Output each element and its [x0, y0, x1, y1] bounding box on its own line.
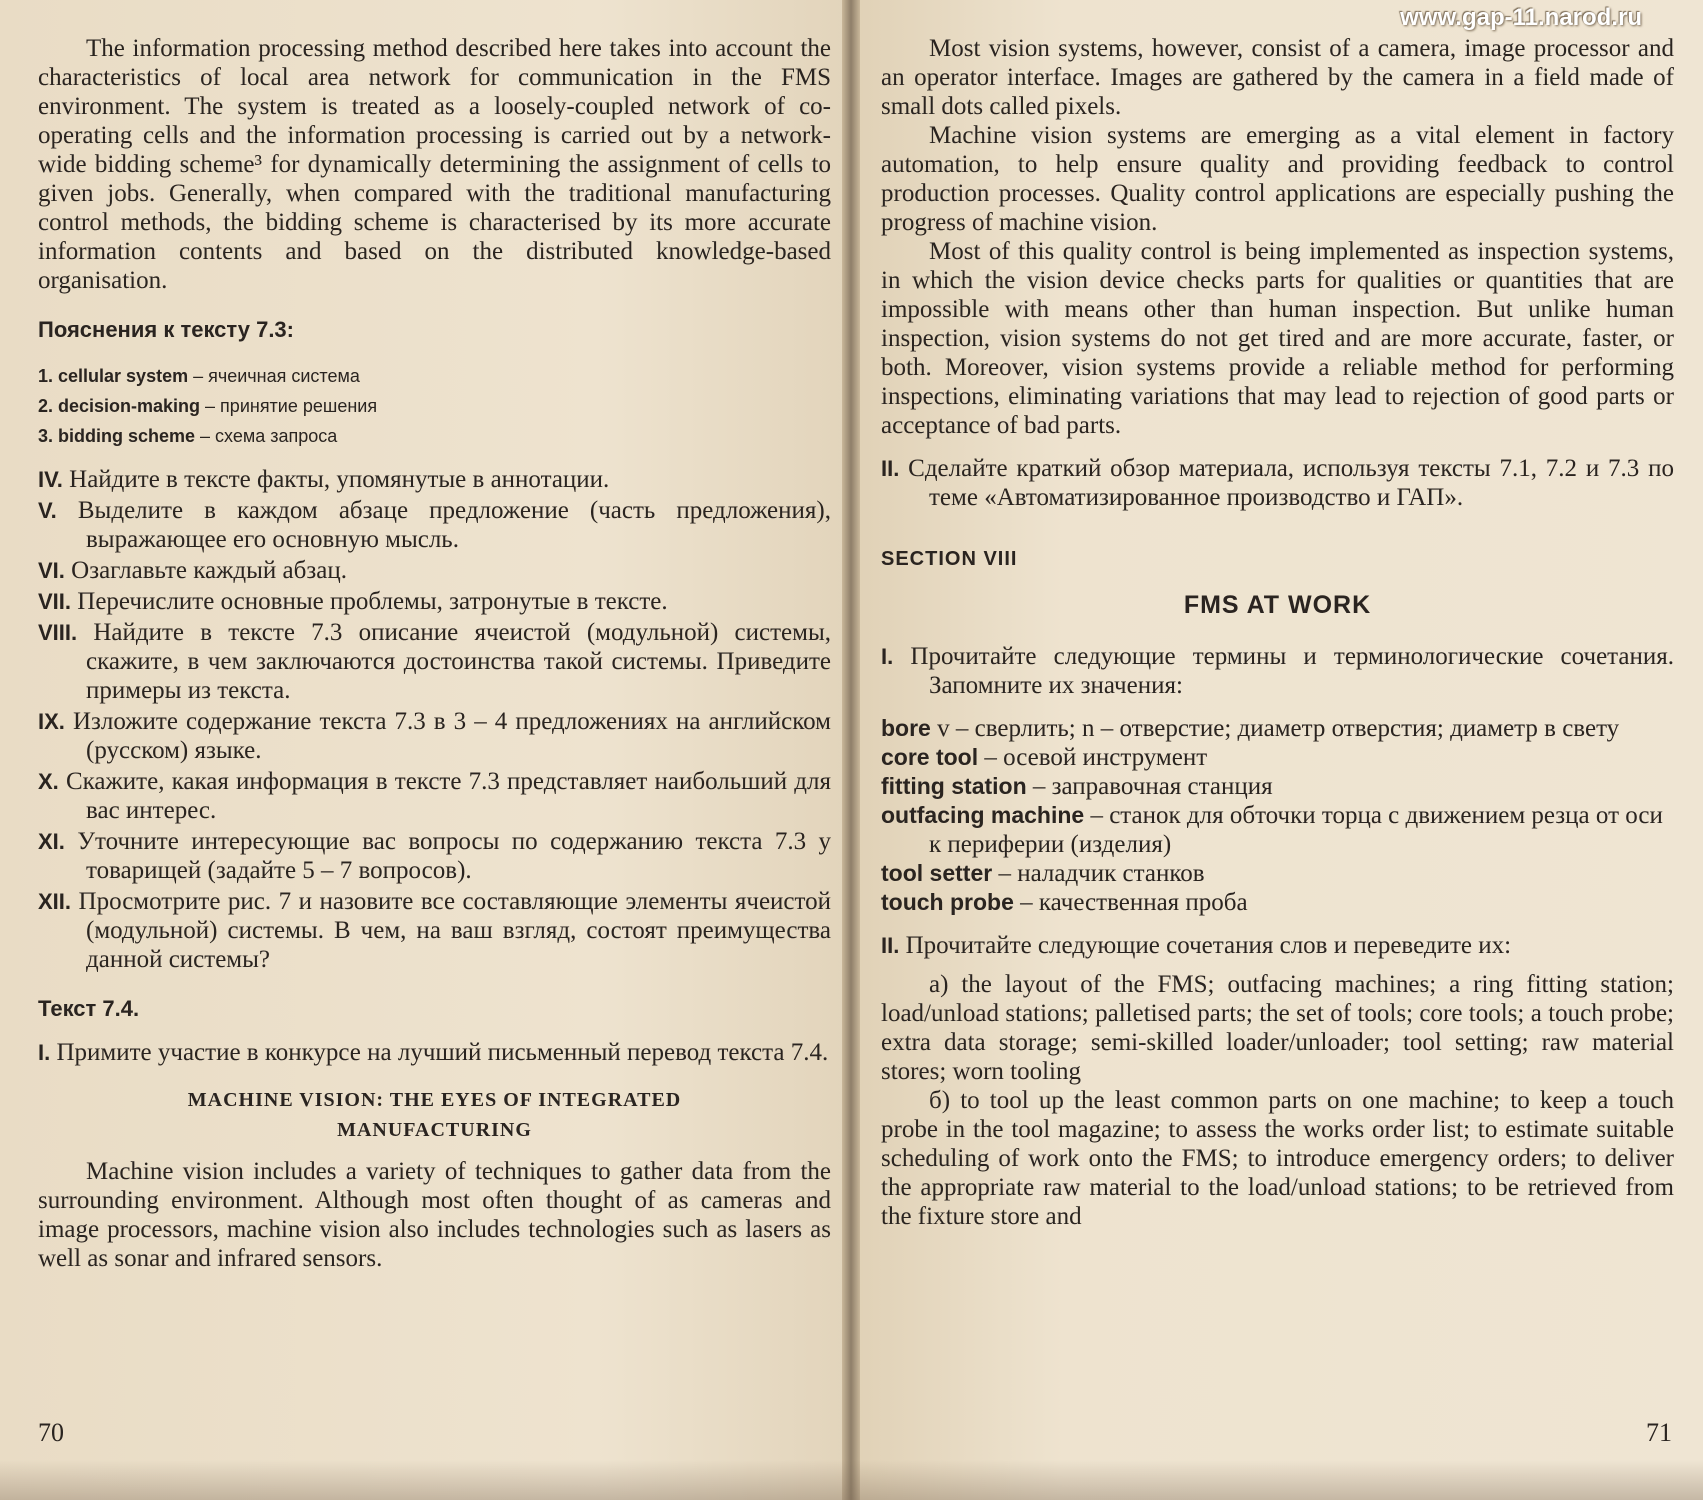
section-heading: SECTION VIII	[881, 548, 1018, 570]
task-number: II.	[881, 933, 900, 958]
intro-paragraph: The information processing method described here takes into account the characteristics of local area network for communication in the FMS environment. The system is treated as a loosely-coupled network of co-operating cells and the information processing is carried out by a network-wide bidding scheme³ for dynamically determining the assignment of cells to given jobs. Generally, when compared with the traditional manufacturing control methods, the bidding scheme is characterised by its more accurate information contents and based on the distributed knowledge-based organisation.	[38, 35, 831, 294]
task-item	[38, 618, 831, 705]
note-def: – схема запроса	[195, 426, 338, 446]
task-item	[38, 465, 831, 494]
notes-list	[38, 361, 831, 451]
term-word: touch probe	[881, 889, 1014, 915]
article-paragraph: Machine vision includes a variety of techniques to gather data from the surrounding environment. Although most often thought of as cameras and image processors, machine vision also includes technologies such as lasers as well as sonar and infrared sensors.	[38, 1158, 831, 1272]
task-number: IV.	[38, 467, 63, 492]
task-text: Уточните интересующие вас вопросы по содержанию текста 7.3 у товарищей (задайте 5 – 7 вопросов).	[77, 828, 831, 884]
term-item	[881, 714, 1674, 743]
term-item	[881, 743, 1674, 772]
task-item	[38, 556, 831, 585]
note-item	[38, 361, 831, 391]
tasks-list	[38, 465, 831, 974]
task-text: Прочитайте следующие термины и терминологические сочетания. Запомните их значения:	[910, 643, 1675, 699]
task-text: Прочитайте следующие сочетания слов и переведите их:	[905, 932, 1512, 959]
task-text: Скажите, какая информация в тексте 7.3 представляет наибольший для вас интерес.	[65, 768, 831, 824]
term-word: outfacing machine	[881, 802, 1085, 828]
note-def: – ячеичная система	[188, 366, 360, 386]
term-def: v – сверлить; n – отверстие; диаметр отверстия; диаметр в свету	[930, 715, 1620, 742]
task-number: XII.	[38, 889, 72, 914]
term-item	[881, 772, 1674, 801]
page-number-left: 70	[38, 1418, 64, 1447]
term-def: – осевой инструмент	[978, 744, 1208, 771]
task-number: VII.	[38, 589, 72, 614]
task-number: X.	[38, 769, 59, 794]
task-text: Озаглавьте каждый абзац.	[71, 557, 347, 584]
task-text: Примите участие в конкурсе на лучший письменный перевод текста 7.4.	[56, 1039, 829, 1066]
term-word: bore	[881, 715, 931, 741]
notes-title: Пояснения к тексту 7.3:	[38, 317, 294, 342]
vision-paragraph: Machine vision systems are emerging as a vital element in factory automation, to help ensure quality and providing feedback to control production processes. Quality control applications are especially pushing the progress of machine vision.	[881, 122, 1674, 236]
note-term: 1. cellular system	[38, 366, 189, 386]
term-def: – качественная проба	[1013, 889, 1248, 916]
text-7-4-title: Текст 7.4.	[38, 996, 140, 1021]
task-item	[881, 642, 1674, 700]
task-item	[38, 707, 831, 765]
task-item	[38, 496, 831, 554]
task-item	[38, 827, 831, 885]
phrases-a: а) the layout of the FMS; outfacing machines; a ring fitting station; load/unload stations; palletised parts; the set of tools; core tools; a touch probe; extra data storage; semi-skilled loader/unloader; tool setting; raw material stores; worn tooling	[881, 971, 1674, 1085]
task-text: Найдите в тексте 7.3 описание ячеистой (модульной) системы, скажите, в чем заключаются достоинства такой системы. Приведите примеры из текста.	[86, 619, 832, 704]
terms-list	[881, 714, 1674, 917]
vision-paragraph: Most of this quality control is being implemented as inspection systems, in which the vision device checks parts for qualities or quantities that are impossible with means other than human inspection. But unlike human inspection, vision systems do not get tired and are more accurate, faster, or both. Moreover, vision systems provide a reliable method for performing inspections, eliminating variations that may lead to rejection of good parts or acceptance of bad parts.	[881, 238, 1674, 439]
task-number: I.	[38, 1040, 51, 1065]
task-number: VIII.	[38, 620, 78, 645]
term-item	[881, 888, 1674, 917]
term-word: fitting station	[881, 773, 1027, 799]
task-text: Выделите в каждом абзаце предложение (часть предложения), выражающее его основную мысль.	[77, 497, 831, 553]
term-item	[881, 801, 1674, 859]
phrases-b: б) to tool up the least common parts on one machine; to keep a touch probe in the tool magazine; to assess the works order list; to estimate suitable scheduling of work onto the FMS; to introduce emergency orders; to deliver the appropriate raw material to the load/unload stations; to be retrieved from the fixture store and	[881, 1087, 1674, 1230]
term-item	[881, 859, 1674, 888]
task-text: Просмотрите рис. 7 и назовите все составляющие элементы ячеистой (модульной) системы. В чем, на ваш взгляд, состоят преимущества данной системы?	[78, 888, 832, 973]
task-item	[881, 454, 1674, 512]
task-item	[38, 587, 831, 616]
article-title-line: MANUFACTURING	[337, 1119, 532, 1141]
note-term: 2. decision-making	[38, 396, 201, 416]
task-number: VI.	[38, 558, 65, 583]
article-title-line: MACHINE VISION: THE EYES OF INTEGRATED	[187, 1089, 682, 1111]
term-word: tool setter	[881, 860, 993, 886]
note-item	[38, 391, 831, 421]
page-shadow	[0, 1460, 1703, 1500]
task-item	[881, 931, 1674, 960]
left-page	[0, 0, 851, 1500]
task-item	[38, 1038, 831, 1067]
task-item	[38, 887, 831, 974]
right-page	[851, 0, 1702, 1500]
note-item	[38, 421, 831, 451]
note-term: 3. bidding scheme	[38, 426, 196, 446]
note-def: – принятие решения	[200, 396, 378, 416]
term-def: – заправочная станция	[1026, 773, 1273, 800]
article-title	[38, 1085, 831, 1145]
task-item	[38, 767, 831, 825]
section-title: FMS AT WORK	[1183, 591, 1372, 619]
book-gutter	[842, 0, 860, 1500]
task-number: II.	[881, 456, 900, 481]
watermark: www.gap-11.narod.ru	[1400, 4, 1642, 31]
task-text: Перечислите основные проблемы, затронутые в тексте.	[77, 588, 668, 615]
term-word: core tool	[881, 744, 979, 770]
task-text: Изложите содержание текста 7.3 в 3 – 4 предложениях на английском (русском) языке.	[72, 708, 831, 764]
term-def: – наладчик станков	[992, 860, 1205, 887]
task-text: Найдите в тексте факты, упомянутые в аннотации.	[69, 466, 610, 493]
page-number-right: 71	[1646, 1418, 1672, 1447]
task-text: Сделайте краткий обзор материала, используя тексты 7.1, 7.2 и 7.3 по теме «Автоматизированное производство и ГАП».	[908, 455, 1674, 511]
task-number: I.	[881, 644, 894, 669]
task-number: XI.	[38, 829, 65, 854]
task-number: V.	[38, 498, 57, 523]
term-def: – станок для обточки торца с движением резца от оси к периферии (изделия)	[929, 802, 1663, 858]
vision-paragraph: Most vision systems, however, consist of a camera, image processor and an operator interface. Images are gathered by the camera in a field made of small dots called pixels.	[881, 35, 1674, 120]
task-number: IX.	[38, 709, 65, 734]
